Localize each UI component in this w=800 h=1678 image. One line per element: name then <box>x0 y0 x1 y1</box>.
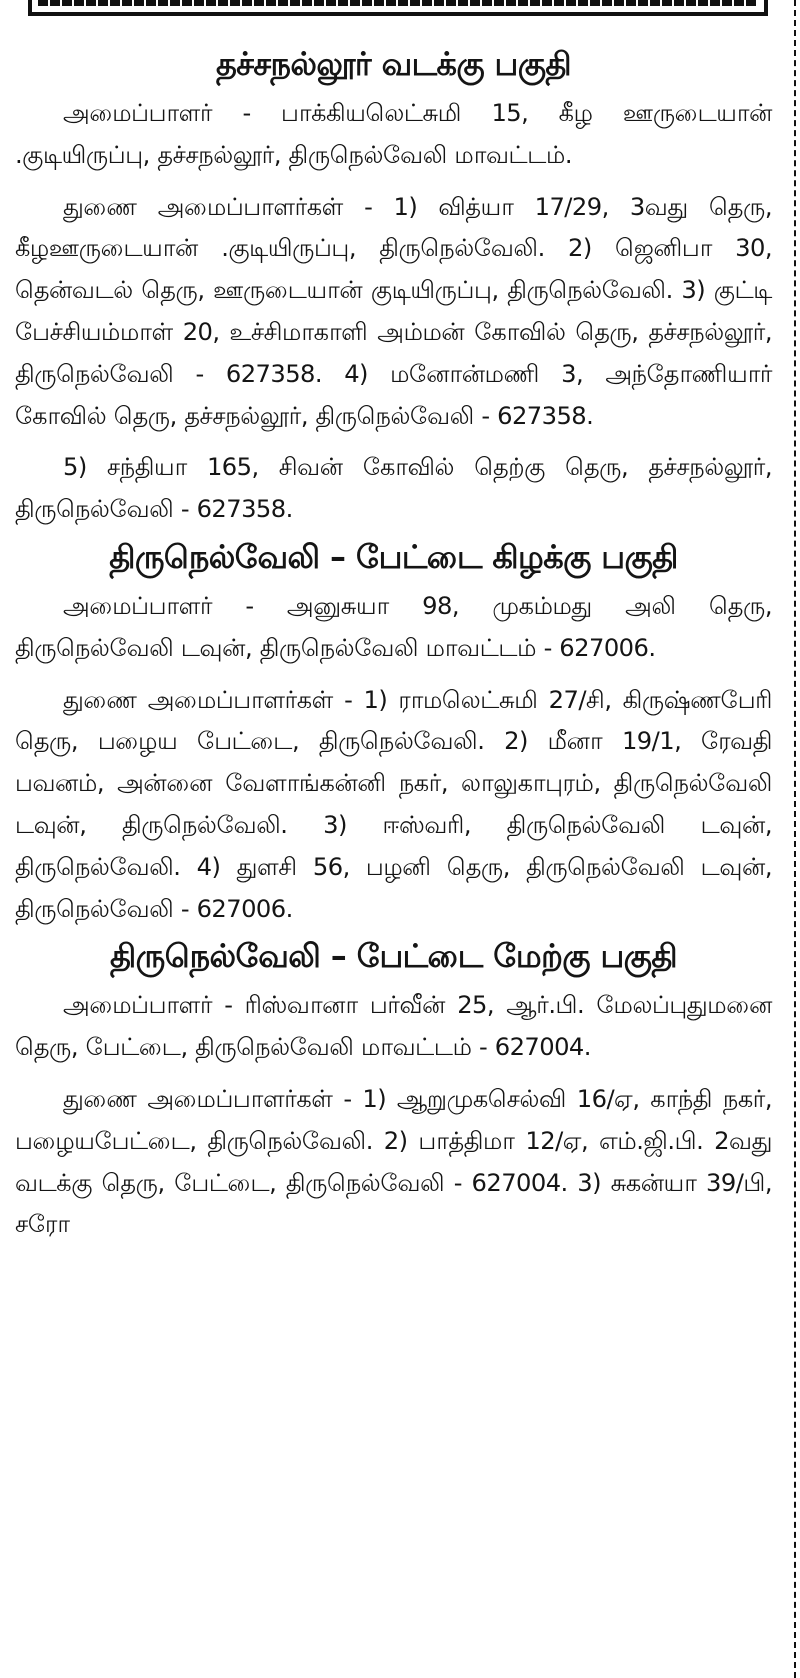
header-banner-decoration <box>38 0 758 6</box>
organizer-paragraph: அமைப்பாளர் - அனுசுயா 98, முகம்மது அலி தெரு, திருநெல்வேலி டவுன், திருநெல்வேலி மாவட்டம் - 627006. <box>15 591 772 662</box>
organizer-paragraph: அமைப்பாளர் - ரிஸ்வானா பர்வீன் 25, ஆர்.பி. மேலப்புதுமனை தெரு, பேட்டை, திருநெல்வேலி மாவட்டம் - 627004. <box>15 991 772 1062</box>
section-thachanallur-north <box>15 42 772 531</box>
section-pettai-west <box>15 934 772 1246</box>
dashed-cut-line <box>794 0 796 1678</box>
section-title: திருநெல்வேலி – பேட்டை கிழக்கு பகுதி <box>109 537 678 576</box>
header-banner-frame <box>28 0 768 16</box>
section-title: திருநெல்வேலி – பேட்டை மேற்கு பகுதி <box>110 937 677 976</box>
organizer-paragraph: அமைப்பாளர் - பாக்கியலெட்சுமி 15, கீழ ஊருடையான் .குடியிருப்பு, தச்சநல்லூர், திருநெல்வேலி மாவட்டம். <box>15 99 772 169</box>
section-pettai-east <box>15 535 772 930</box>
deputy-organizers-paragraph: துணை அமைப்பாளர்கள் - 1) ராமலெட்சுமி 27/சி, கிருஷ்ணபேரி தெரு, பழைய பேட்டை, திருநெல்வேலி. 2) மீனா 19/1, ரேவதி பவனம், அன்னை வேளாங்கன்னி நகர், லாலுகாபுரம், திருநெல்வேலி டவுன், திருநெல்வேலி. 3) ஈஸ்வரி, திருநெல்வேலி டவுன், திருநெல்வேலி. 4) துளசி 56, பழனி தெரு, திருநெல்வேலி டவுன், திருநெல்வேலி - 627006. <box>15 685 772 923</box>
deputy-organizers-continuation: 5) சந்தியா 165, சிவன் கோவில் தெற்கு தெரு, தச்சநல்லூர், திருநெல்வேலி - 627358. <box>15 453 772 524</box>
deputy-organizers-paragraph: துணை அமைப்பாளர்கள் - 1) வித்யா 17/29, 3வது தெரு, கீழஊருடையான் .குடியிருப்பு, திருநெல்வேலி. 2) ஜெனிபா 30, தென்வடல் தெரு, ஊருடையான் குடியிருப்பு, திருநெல்வேலி. 3) குட்டி பேச்சியம்மாள் 20, உச்சிமாகாளி அம்மன் கோவில் தெரு, தச்சநல்லூர், திருநெல்வேலி - 627358. 4) மனோன்மணி 3, அந்தோணியார் கோவில் தெரு, தச்சநல்லூர், திருநெல்வேலி - 627358. <box>15 192 772 430</box>
article-body <box>15 42 772 1256</box>
deputy-organizers-paragraph: துணை அமைப்பாளர்கள் - 1) ஆறுமுகசெல்வி 16/ஏ, காந்தி நகர், பழையபேட்டை, திருநெல்வேலி. 2) பாத்திமா 12/ஏ, எம்.ஜி.பி. 2வது வடக்கு தெரு, பேட்டை, திருநெல்வேலி - 627004. 3) சுகன்யா 39/பி, சரோ <box>15 1084 772 1239</box>
section-title: தச்சநல்லூர் வடக்கு பகுதி <box>215 45 572 83</box>
